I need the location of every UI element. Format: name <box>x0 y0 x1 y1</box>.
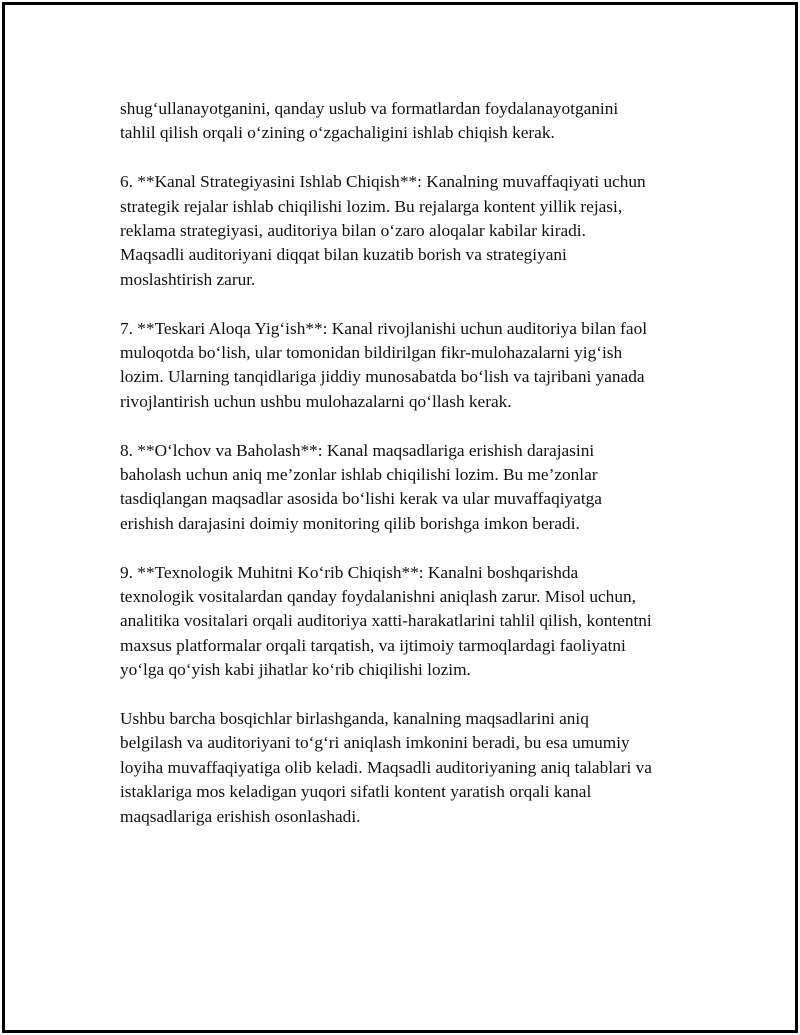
text-line: yo‘lga qo‘yish kabi jihatlar ko‘rib chiqilishi lozim. <box>120 660 471 680</box>
text-line: tahlil qilish orqali o‘zining o‘zgachaligini ishlab chiqish kerak. <box>120 123 555 143</box>
text-line: maxsus platformalar orqali tarqatish, va ijtimoiy tarmoqlardagi faoliyatni <box>120 635 626 655</box>
text-line: 6. **Kanal Strategiyasini Ishlab Chiqish**: Kanalning muvaffaqiyati uchun <box>120 172 646 192</box>
text-line: tasdiqlangan maqsadlar asosida bo‘lishi kerak va ular muvaffaqiyatga <box>120 489 602 509</box>
text-line: maqsadlariga erishish osonlashadi. <box>120 806 361 826</box>
text-line: strategik rejalar ishlab chiqilishi lozim. Bu rejalarga kontent yillik rejasi, <box>120 196 623 216</box>
text-line: baholash uchun aniq me’zonlar ishlab chiqilishi lozim. Bu me’zonlar <box>120 465 598 485</box>
paragraph <box>120 317 700 415</box>
paragraph <box>120 707 700 829</box>
text-line: loyiha muvaffaqiyatiga olib keladi. Maqsadli auditoriyaning aniq talablari va <box>120 757 652 777</box>
text-line: moslashtirish zarur. <box>120 269 256 289</box>
text-line: rivojlantirish uchun ushbu mulohazalarni qo‘llash kerak. <box>120 391 512 411</box>
text-line: Maqsadli auditoriyani diqqat bilan kuzatib borish va strategiyani <box>120 245 567 265</box>
text-line: erishish darajasini doimiy monitoring qilib borishga imkon beradi. <box>120 513 580 533</box>
text-line: shug‘ullanayotganini, qanday uslub va formatlardan foydalanayotganini <box>120 99 619 118</box>
document-page <box>2 2 798 1033</box>
paragraph <box>120 170 700 292</box>
text-line: 9. **Texnologik Muhitni Ko‘rib Chiqish**: Kanalni boshqarishda <box>120 562 579 582</box>
text-line: belgilash va auditoriyani to‘g‘ri aniqlash imkonini beradi, bu esa umumiy <box>120 733 630 753</box>
text-line: 8. **O‘lchov va Baholash**: Kanal maqsadlariga erishish darajasini <box>120 440 595 460</box>
text-line: Ushbu barcha bosqichlar birlashganda, kanalning maqsadlarini aniq <box>120 709 589 729</box>
text-line: istaklariga mos keladigan yuqori sifatli kontent yaratish orqali kanal <box>120 782 592 802</box>
text-line: texnologik vositalardan qanday foydalanishni aniqlash zarur. Misol uchun, <box>120 587 636 607</box>
text-line: lozim. Ularning tanqidlariga jiddiy munosabatda bo‘lish va tajribani yanada <box>120 367 645 387</box>
document-body <box>120 97 700 854</box>
text-line: analitika vositalari orqali auditoriya xatti-harakatlarini tahlil qilish, kontentni <box>120 611 652 631</box>
paragraph <box>120 97 700 146</box>
text-line: 7. **Teskari Aloqa Yig‘ish**: Kanal rivojlanishi uchun auditoriya bilan faol <box>120 318 648 338</box>
text-line: reklama strategiyasi, auditoriya bilan o‘zaro aloqalar kabilar kiradi. <box>120 221 586 241</box>
paragraph <box>120 561 700 683</box>
text-line: muloqotda bo‘lish, ular tomonidan bildirilgan fikr-mulohazalarni yig‘ish <box>120 343 623 363</box>
paragraph <box>120 439 700 537</box>
